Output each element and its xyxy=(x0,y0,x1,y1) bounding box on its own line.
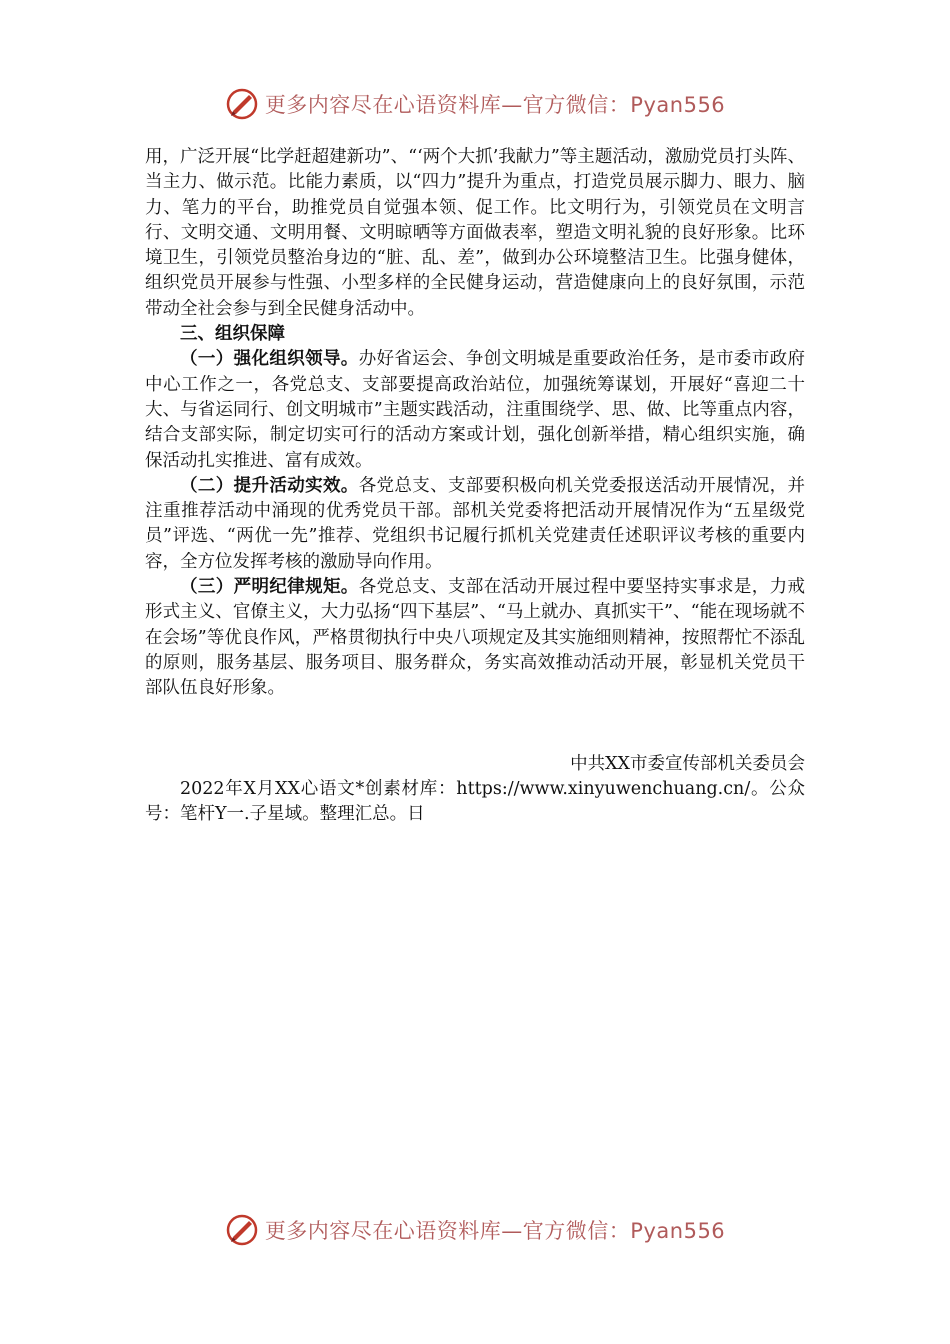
item-lead: （一）强化组织领导。 xyxy=(180,349,359,370)
item-text: 办好省运会、争创文明城是重要政治任务，是市委市政府中心工作之一，各党总支、支部要提高政治站位，加强统筹谋划，开展好“喜迎二十大、与省运同行、创文明城市”主题实践活动，注重围绕学、思、做、比等重点内容，结合支部实际，制定切实可行的活动方案或计划，强化创新举措，精心组织实施，确保活动扎实推进、富有成效。 xyxy=(145,349,806,471)
item-text: 各党总支、支部要积极向机关党委报送活动开展情况，并注重推荐活动中涌现的优秀党员干部。部机关党委将把活动开展情况作为“五星级党员”评选、“两优一先”推荐、党组织书记履行抓机关党建责任述职评议考核的重要内容，全方位发挥考核的激励导向作用。 xyxy=(145,475,806,572)
signature: 中共XX市委宣传部机关委员会 xyxy=(570,753,805,774)
document-body xyxy=(145,145,805,827)
item-lead: （二）提升活动实效。 xyxy=(180,475,359,496)
date-line: 2022年X月XX心语文*创素材库：https://www.xinyuwenchuang.cn/。公众号：笔杆Y一.子星域。整理汇总。日 xyxy=(145,778,805,825)
section-heading: 三、组织保障 xyxy=(180,324,285,345)
item-text: 各党总支、支部在活动开展过程中要坚持实事求是，力戒形式主义、官僚主义，大力弘扬“四下基层”、“马上就办、真抓实干”、“能在现场就不在会场”等优良作风，严格贯彻执行中央八项规定及其实施细则精神，按照帮忙不添乱的原则，服务基层、服务项目、服务群众，务实高效推动活动开展，彰显机关党员干部队伍良好形象。 xyxy=(145,577,806,699)
header-banner xyxy=(0,84,950,124)
banner-text: 更多内容尽在心语资料库—官方微信：Pyan556 xyxy=(264,1219,726,1243)
footer-banner xyxy=(0,1210,950,1250)
item-lead: （三）严明纪律规矩。 xyxy=(180,577,359,598)
pen-logo-icon xyxy=(225,1213,259,1247)
paragraph xyxy=(145,474,805,575)
paragraph xyxy=(145,347,805,473)
banner-text: 更多内容尽在心语资料库—官方微信：Pyan556 xyxy=(264,93,726,117)
paragraph xyxy=(145,575,805,701)
paragraph: 用，广泛开展“比学赶超建新功”、“‘两个大抓’我献力”等主题活动，激励党员打头阵、当主力、做示范。比能力素质，以“四力”提升为重点，打造党员展示脚力、眼力、脑力、笔力的平台，助推党员自觉强本领、促工作。比文明行为，引领党员在文明言行、文明交通、文明用餐、文明晾晒等方面做表率，塑造文明礼貌的良好形象。比环境卫生，引领党员整治身边的“脏、乱、差”，做到办公环境整洁卫生。比强身健体，组织党员开展参与性强、小型多样的全民健身运动，营造健康向上的良好氛围，示范带动全社会参与到全民健身活动中。 xyxy=(145,147,805,319)
pen-logo-icon xyxy=(225,87,259,121)
